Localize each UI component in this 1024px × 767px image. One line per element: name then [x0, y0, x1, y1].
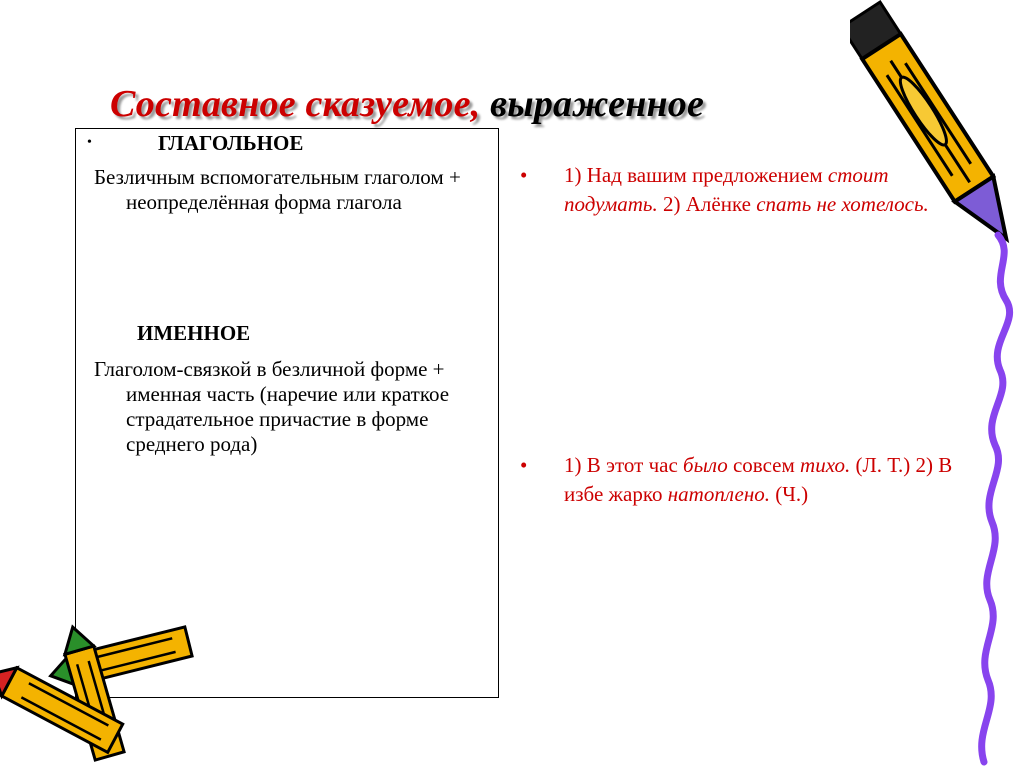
pencil-icon	[850, 0, 1010, 250]
example-text: (Л. Т.) 2) В избе жарко	[564, 453, 953, 506]
title-black-part: выраженное	[480, 83, 705, 125]
verbal-heading: ГЛАГОЛЬНОЕ	[158, 131, 304, 155]
bullet-marker: •	[87, 135, 92, 150]
example-predicate: было	[683, 453, 728, 477]
example-bullet: •	[520, 453, 528, 477]
definitions-box	[75, 128, 499, 698]
example-text: 1) В этот час	[564, 453, 684, 477]
example-predicate: спать не хотелось.	[756, 192, 929, 216]
example-text: (Ч.)	[770, 482, 809, 506]
crossed-pencils-icon	[0, 615, 210, 765]
slide-title	[110, 82, 704, 126]
example-predicate: тихо.	[800, 453, 851, 477]
title-red-part: Составное сказуемое,	[110, 83, 481, 125]
squiggle-line	[960, 230, 1024, 767]
example-bullet: •	[520, 163, 528, 187]
example-text: 2) Алёнке	[657, 192, 757, 216]
verbal-definition: Безличным вспомогательным глаголом + неопределённая форма глагола	[94, 165, 461, 214]
nominal-heading: ИМЕННОЕ	[137, 321, 251, 345]
example-text: 1) Над вашим предложением	[564, 163, 828, 187]
example-nominal	[520, 451, 974, 509]
example-predicate: стоит подумать.	[564, 163, 889, 216]
example-predicate: натоплено.	[667, 482, 770, 506]
example-text: совсем	[727, 453, 801, 477]
nominal-definition: Глаголом-связкой в безличной форме + именная часть (наречие или краткое страдательное причастие в форме среднего рода)	[94, 357, 450, 456]
